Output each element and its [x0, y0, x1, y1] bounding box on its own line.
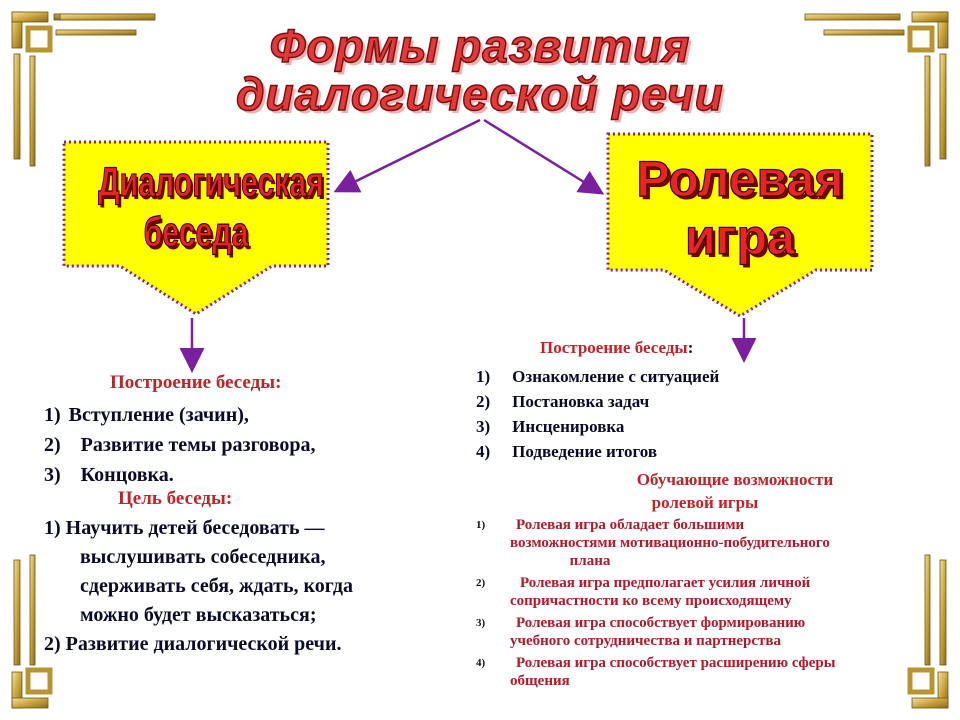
list-item: 4) Подведение итогов	[476, 442, 658, 461]
list-item: 1) Вступление (зачин),	[44, 404, 249, 426]
list-item: 4) Ролевая игра способствует расширению сферы общения	[476, 655, 836, 689]
page-title-line1: Формы развития	[269, 20, 691, 72]
list-item: 1) Ознакомление с ситуацией	[476, 367, 720, 386]
callout-dialog-conversation	[60, 138, 332, 318]
left-steps-list	[44, 400, 424, 490]
list-item: 3) Ролевая игра способствует формированию учебного сотрудничества и партнерства	[476, 615, 806, 649]
right-steps-list	[476, 364, 836, 464]
left-structure-heading: Построение беседы:	[110, 372, 282, 393]
arrow-to-left-box	[338, 120, 480, 190]
callout-left-line1: Диалогическая	[98, 158, 324, 205]
callout-right-line2: игра	[685, 209, 795, 265]
callout-right-line1: Ролевая	[636, 151, 844, 207]
right-structure-heading: Построение беседы:	[540, 338, 694, 357]
left-goal-2: 2) Развитие диалогической речи.	[44, 633, 342, 655]
list-item: 2) Ролевая игра предполагает усилия личной сопричастности ко всему происходящему	[476, 575, 811, 609]
list-item: 3) Концовка.	[44, 464, 174, 486]
right-opportunities-list	[476, 516, 916, 690]
page-title-line2: диалогической речи	[236, 68, 724, 120]
list-item: 3) Инсценировка	[476, 417, 625, 436]
callout-left-line2: беседа	[143, 208, 249, 255]
list-item: 1) Ролевая игра обладает большими возможностями мотивационно-побудительного плана	[476, 517, 830, 569]
left-goal-1: 1) Научить детей беседовать — выслушивать собеседника, сдерживать себя, ждать, когда можно будет высказаться;	[44, 517, 353, 626]
right-opportunities-heading: Обучающие возможности ролевой игры	[636, 470, 834, 512]
callout-role-play	[604, 130, 876, 320]
list-item: 2) Развитие темы разговора,	[44, 434, 316, 456]
list-item: 2) Постановка задач	[476, 392, 650, 411]
left-goal-heading: Цель беседы:	[118, 488, 233, 509]
arrow-to-right-box	[484, 120, 600, 192]
